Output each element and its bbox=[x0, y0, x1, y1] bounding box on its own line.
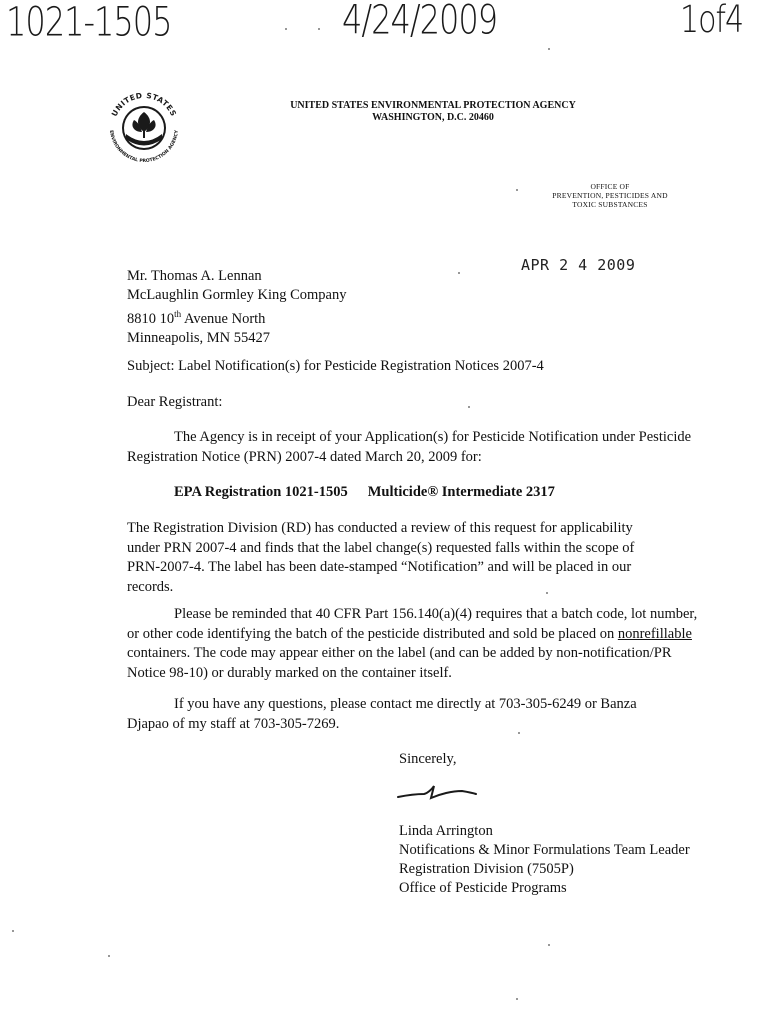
agency-header bbox=[248, 100, 618, 124]
scan-speck bbox=[318, 28, 320, 30]
recipient-name: Mr. Thomas A. Lennan bbox=[127, 268, 262, 284]
paragraph-contact: If you have any questions, please contact me directly at 703-305-6249 or Banza Djapao of my staff at 703-305-7269. bbox=[127, 696, 637, 732]
scan-speck bbox=[458, 272, 460, 274]
handwritten-page-count: 1of4 bbox=[680, 0, 744, 42]
scan-speck bbox=[516, 189, 518, 191]
scan-speck bbox=[518, 732, 520, 734]
recipient-street: 8810 10th Avenue North bbox=[127, 309, 266, 327]
paragraph-review: The Registration Division (RD) has conducted a review of this request for applicability under PRN 2007-4 and finds that the label change(s) requested falls within the scope of PRN-2007-4. The label has been date-stamped “Notification” and will be placed in our records. bbox=[127, 520, 635, 595]
signer-title: Notifications & Minor Formulations Team Leader bbox=[399, 842, 690, 858]
signer-division: Registration Division (7505P) bbox=[399, 861, 574, 877]
paragraph-receipt: The Agency is in receipt of your Application(s) for Pesticide Notification under Pesticide Registration Notice (PRN) 2007-4 dated March 20, 2009 for: bbox=[127, 429, 692, 465]
registration-number: EPA Registration 1021-1505 bbox=[174, 484, 348, 500]
product-name: Multicide® Intermediate 2317 bbox=[367, 484, 555, 500]
recipient-city: Minneapolis, MN 55427 bbox=[127, 329, 270, 346]
signature-block bbox=[399, 822, 690, 898]
office-line-3: TOXIC SUBSTANCES bbox=[572, 200, 648, 209]
scan-speck bbox=[108, 955, 110, 957]
svg-text:ENVIRONMENTAL PROTECTION AGENC: ENVIRONMENTAL PROTECTION AGENCY bbox=[108, 130, 180, 165]
office-line-1: OFFICE OF bbox=[590, 182, 630, 191]
registration-line bbox=[174, 483, 555, 502]
agency-name: UNITED STATES ENVIRONMENTAL PROTECTION AGENCY bbox=[290, 100, 576, 111]
closing: Sincerely, bbox=[399, 751, 457, 767]
signature bbox=[396, 780, 486, 804]
subject-line: Subject: Label Notification(s) for Pesticide Registration Notices 2007-4 bbox=[127, 358, 544, 374]
handwritten-reg-number: 1021-1505 bbox=[6, 0, 172, 46]
epa-seal-logo bbox=[100, 84, 188, 172]
date-stamp: APR 2 4 2009 bbox=[521, 256, 636, 274]
office-block bbox=[520, 182, 700, 209]
signer-name: Linda Arrington bbox=[399, 823, 493, 839]
scan-speck bbox=[516, 998, 518, 1000]
scan-speck bbox=[285, 28, 287, 30]
svg-text:UNITED STATES: UNITED STATES bbox=[109, 90, 179, 118]
salutation: Dear Registrant: bbox=[127, 394, 223, 410]
scan-speck bbox=[548, 944, 550, 946]
paragraph-batch-code: Please be reminded that 40 CFR Part 156.140(a)(4) requires that a batch code, lot number, or other code identifying the batch of the pesticide distributed and sold be placed on nonrefillable containers. The code may appear either on the label (and can be added by non-notification/PR Notice 98-10) or durably marked on the container itself. bbox=[127, 606, 698, 681]
scan-speck bbox=[546, 592, 548, 594]
nonrefillable-underlined: nonrefillable bbox=[617, 625, 692, 642]
signer-office: Office of Pesticide Programs bbox=[399, 880, 567, 896]
handwritten-date: 4/24/2009 bbox=[342, 0, 498, 44]
scan-speck bbox=[12, 930, 14, 932]
office-line-2: PREVENTION, PESTICIDES AND bbox=[552, 191, 668, 200]
recipient-company: McLaughlin Gormley King Company bbox=[127, 287, 347, 303]
agency-city: WASHINGTON, D.C. 20460 bbox=[372, 112, 494, 123]
scan-speck bbox=[468, 406, 470, 408]
scan-speck bbox=[548, 48, 550, 50]
recipient-address bbox=[127, 267, 346, 348]
